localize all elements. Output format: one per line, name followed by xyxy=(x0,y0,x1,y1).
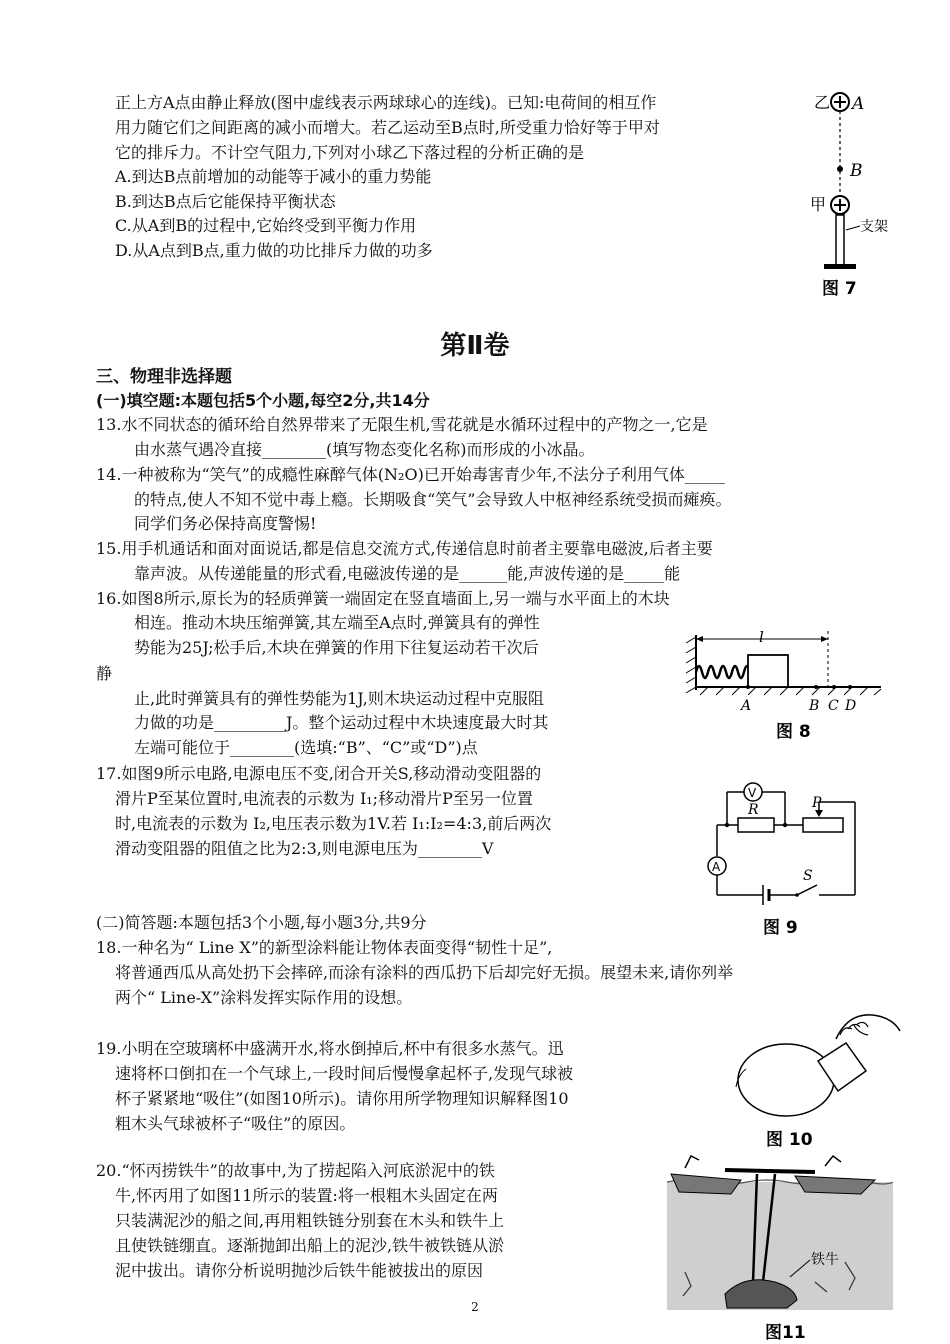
figure-9 xyxy=(705,780,875,940)
fig7-label-stand: 支架 xyxy=(860,219,888,235)
fig11-label-iron-ox: 铁牛 xyxy=(811,1252,839,1268)
q13-line-1: 13.水不同状态的循环给自然界带来了无限生机,雪花就是水循环过程中的产物之一,它是 xyxy=(96,415,708,434)
fig8-label-c: C xyxy=(828,698,839,714)
q20-line-2: 牛,怀丙用了如图11所示的装置:将一根粗木头固定在两 xyxy=(115,1186,498,1205)
q19-line-4: 粗木头气球被杯子“吸住”的原因。 xyxy=(115,1114,356,1133)
q14-line-3: 同学们务必保持高度警惕! xyxy=(134,514,317,533)
q12-option-a: A.到达B点前增加的动能等于减小的重力势能 xyxy=(115,167,432,186)
fig9-label-p: P xyxy=(812,795,822,811)
q15-line-1: 15.用手机通话和面对面说话,都是信息交流方式,传递信息时前者主要靠电磁波,后者主要 xyxy=(96,539,713,558)
fig9-label-a: A xyxy=(712,860,721,874)
fig7-label-yi: 乙 xyxy=(814,93,831,112)
fig9-label-v: V xyxy=(748,786,757,800)
page-number: 2 xyxy=(471,1300,479,1314)
fig10-caption: 图 10 xyxy=(766,1130,813,1150)
fig7-label-jia: 甲 xyxy=(810,195,827,214)
q12-line-2: 用力随它们之间距离的减小而增大。若乙运动至B点时,所受重力恰好等于甲对 xyxy=(115,118,660,137)
q17-line-3: 时,电流表的示数为 I₂,电压表示数为1V.若 I₁:I₂=4:3,前后两次 xyxy=(115,814,552,833)
fig9-label-r: R xyxy=(748,802,759,818)
part2-title: 第Ⅱ卷 xyxy=(440,331,510,361)
fig8-label-l: l xyxy=(759,628,764,646)
q16-line-4: 静 xyxy=(96,664,113,683)
q17-line-2: 滑片P至某位置时,电流表的示数为 I₁;移动滑片P至另一位置 xyxy=(115,789,533,808)
q12-option-d: D.从A点到B点,重力做的功比排斥力做的功多 xyxy=(115,241,433,260)
figure-7 xyxy=(800,88,910,303)
q13-line-2: 由水蒸气遇冷直接________(填写物态变化名称)而形成的小冰晶。 xyxy=(134,440,595,459)
q14-line-1: 14.一种被称为“笑气”的成瘾性麻醉气体(N₂O)已开始毒害青少年,不法分子利用气体_____ xyxy=(96,465,725,484)
q16-line-7: 左端可能位于________(选填:“B”、“C”或“D”)点 xyxy=(134,738,478,757)
fig8-label-d: D xyxy=(845,698,857,714)
q14-line-2: 的特点,使人不知不觉中毒上瘾。长期吸食“笑气”会导致人中枢神经系统受损而瘫痪。 xyxy=(134,490,732,509)
q16-line-5: 止,此时弹簧具有的弹性势能为1J,则木块运动过程中克服阻 xyxy=(134,689,544,708)
q20-line-3: 只装满泥沙的船之间,再用粗铁链分别套在木头和铁牛上 xyxy=(115,1211,505,1230)
q15-line-2: 靠声波。从传递能量的形式看,电磁波传递的是______能,声波传递的是_____能 xyxy=(134,564,681,583)
q18-line-1: 18.一种名为“ Line X”的新型涂料能让物体表面变得“韧性十足”, xyxy=(96,938,553,957)
q16-line-3: 势能为25J;松手后,木块在弹簧的作用下往复运动若干次后 xyxy=(134,638,539,657)
q19-line-2: 速将杯口倒扣在一个气球上,一段时间后慢慢拿起杯子,发现气球被 xyxy=(115,1064,574,1083)
q16-line-2: 相连。推动木块压缩弹簧,其左端至A点时,弹簧具有的弹性 xyxy=(134,613,540,632)
fig9-label-s: S xyxy=(803,868,813,884)
q19-line-3: 杯子紧紧地“吸住”(如图10所示)。请你用所学物理知识解释图10 xyxy=(115,1089,569,1108)
figure-10 xyxy=(728,995,908,1155)
section-3-heading: 三、物理非选择题 xyxy=(96,367,232,387)
q17-line-4: 滑动变阻器的阻值之比为2:3,则电源电压为________V xyxy=(115,839,494,858)
figure-8 xyxy=(686,625,886,745)
q16-line-6: 力做的功是_________J。整个运动过程中木块速度最大时其 xyxy=(134,713,549,732)
q20-line-4: 且使铁链绷直。逐渐抛卸出船上的泥沙,铁牛被铁链从淤 xyxy=(115,1236,505,1255)
q18-line-2: 将普通西瓜从高处扔下会摔碎,而涂有涂料的西瓜扔下后却完好无损。展望未来,请你列举 xyxy=(115,963,734,982)
fig11-caption: 图11 xyxy=(765,1323,806,1343)
q20-line-1: 20.“怀丙捞铁牛”的故事中,为了捞起陷入河底淤泥中的铁 xyxy=(96,1161,495,1180)
fig7-caption: 图 7 xyxy=(822,279,857,299)
q12-option-b: B.到达B点后它能保持平衡状态 xyxy=(115,192,336,211)
q18-line-3: 两个“ Line-X”涂料发挥实际作用的设想。 xyxy=(115,988,413,1007)
fig8-label-b: B xyxy=(809,698,820,714)
q16-line-1: 16.如图8所示,原长为的轻质弹簧一端固定在竖直墙面上,另一端与水平面上的木块 xyxy=(96,589,670,608)
figure-11 xyxy=(665,1152,897,1344)
q12-line-3: 它的排斥力。不计空气阻力,下列对小球乙下落过程的分析正确的是 xyxy=(115,143,585,162)
short-answer-header: (二)简答题:本题包括3个小题,每小题3分,共9分 xyxy=(96,913,427,932)
fill-in-header: (一)填空题:本题包括5个小题,每空2分,共14分 xyxy=(96,391,430,410)
fig7-label-b: B xyxy=(850,161,863,181)
q17-line-1: 17.如图9所示电路,电源电压不变,闭合开关S,移动滑动变阻器的 xyxy=(96,764,542,783)
q19-line-1: 19.小明在空玻璃杯中盛满开水,将水倒掉后,杯中有很多水蒸气。迅 xyxy=(96,1039,564,1058)
q12-line-1: 正上方A点由静止释放(图中虚线表示两球球心的连线)。已知:电荷间的相互作 xyxy=(115,93,657,112)
fig9-caption: 图 9 xyxy=(763,918,798,938)
fig8-label-a: A xyxy=(741,698,752,714)
q20-line-5: 泥中拔出。请你分析说明抛沙后铁牛能被拔出的原因 xyxy=(115,1261,484,1280)
q12-option-c: C.从A到B的过程中,它始终受到平衡力作用 xyxy=(115,216,417,235)
fig7-label-a: A xyxy=(852,94,865,114)
fig8-caption: 图 8 xyxy=(776,722,811,742)
